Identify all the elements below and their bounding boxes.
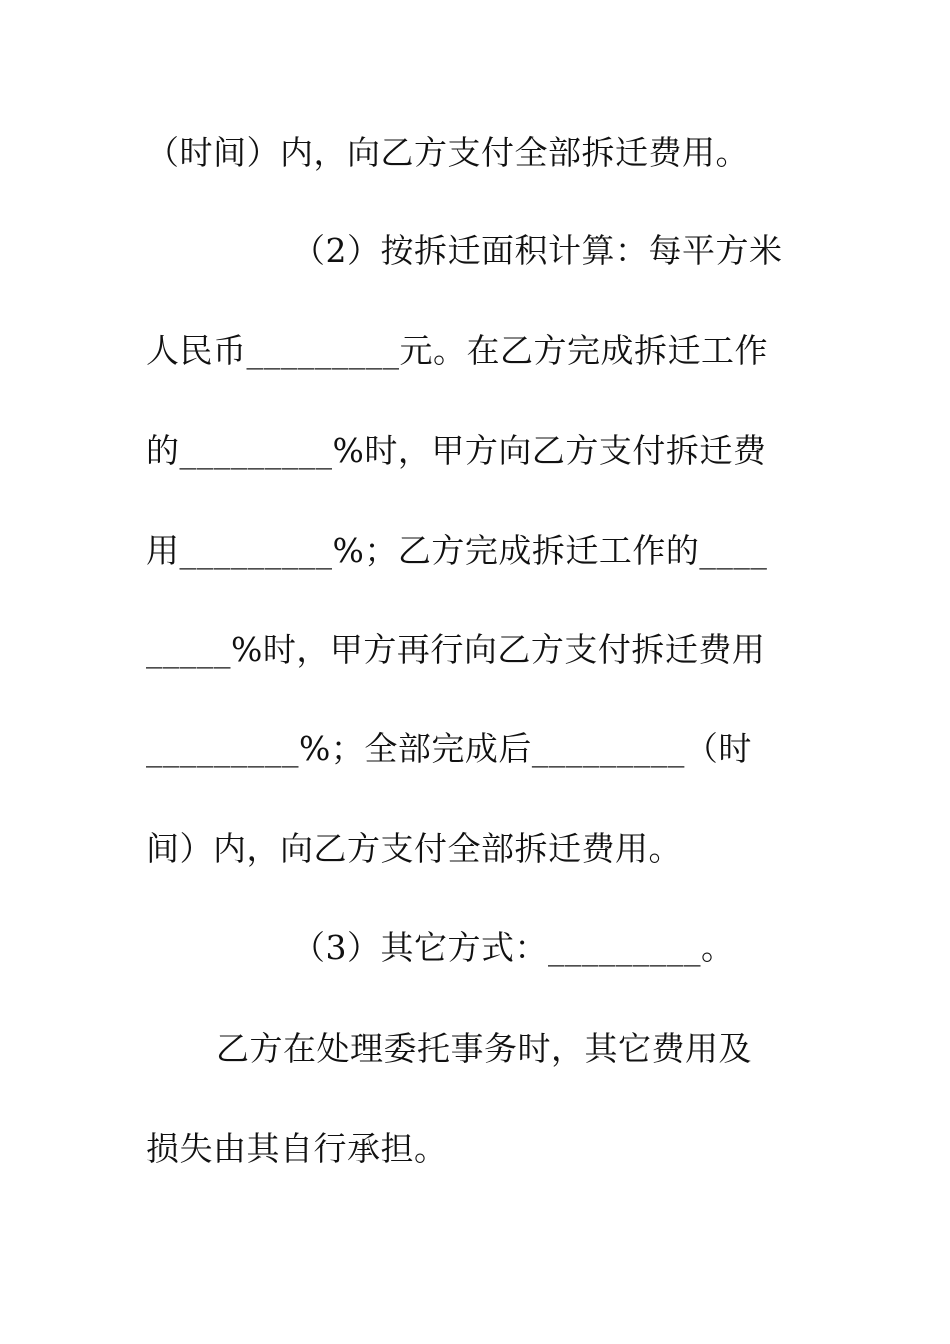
paragraph-line-3: 人民币_________元。在乙方完成拆迁工作 — [146, 331, 768, 370]
paragraph-line-4: 的_________%时，甲方向乙方支付拆迁费 — [146, 431, 767, 470]
paragraph-line-11: 损失由其自行承担。 — [146, 1129, 448, 1168]
paragraph-line-7: _________%；全部完成后_________（时 — [146, 729, 752, 768]
paragraph-line-1: （时间）内，向乙方支付全部拆迁费用。 — [146, 133, 749, 172]
paragraph-line-8: 间）内，向乙方支付全部拆迁费用。 — [146, 829, 682, 868]
paragraph-line-6: _____%时，甲方再行向乙方支付拆迁费用 — [146, 630, 766, 669]
paragraph-line-2: （2）按拆迁面积计算：每平方米 — [292, 231, 783, 270]
paragraph-line-5: 用_________%；乙方完成拆迁工作的____ — [146, 531, 768, 570]
paragraph-line-9: （3）其它方式：_________。 — [292, 928, 735, 967]
paragraph-line-10: 乙方在处理委托事务时，其它费用及 — [216, 1029, 752, 1068]
